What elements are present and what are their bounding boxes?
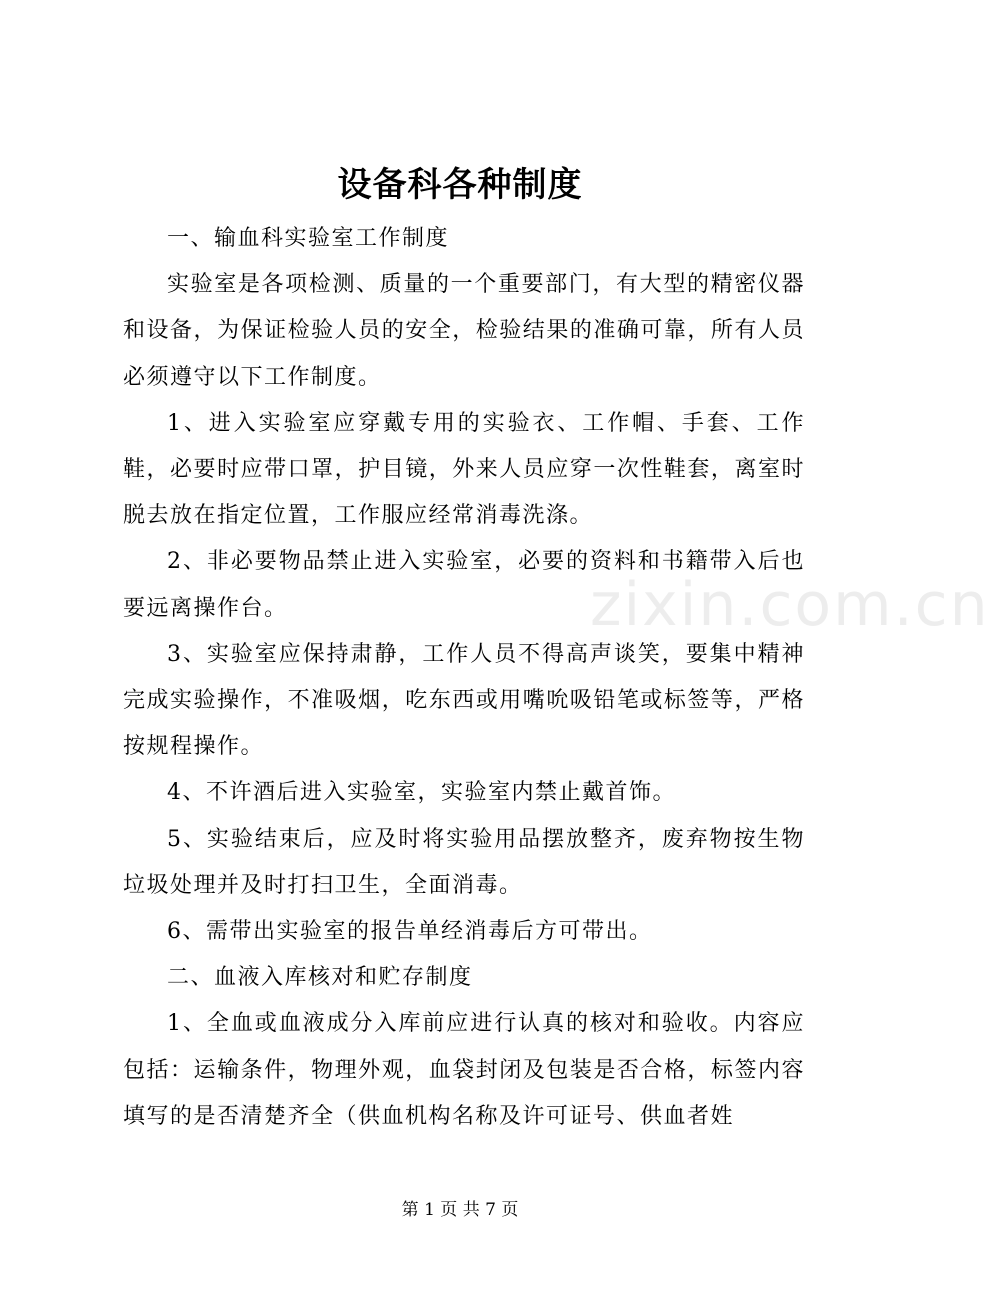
watermark: zixin.com.cn xyxy=(590,570,990,640)
rule-item-1: 1、进入实验室应穿戴专用的实验衣、工作帽、手套、工作鞋，必要时应带口罩，护目镜，外来人员应穿一次性鞋套，离室时脱去放在指定位置，工作服应经常消毒洗涤。 xyxy=(123,410,805,529)
rule-item-4: 4、不许酒后进入实验室，实验室内禁止戴首饰。 xyxy=(167,780,676,806)
page-footer: 第 1 页 共 7 页 xyxy=(401,1200,519,1220)
section-heading-2: 二、血液入库核对和贮存制度 xyxy=(167,965,473,991)
storage-rule-item-1: 1、全血或血液成分入库前应进行认真的核对和验收。内容应包括：运输条件，物理外观，血袋封闭及包装是否合格，标签内容填写的是否清楚齐全（供血机构名称及许可证号、供血者姓 xyxy=(123,1011,805,1129)
section-heading-1: 一、输血科实验室工作制度 xyxy=(167,226,450,251)
rule-item-6: 6、需带出实验室的报告单经消毒后方可带出。 xyxy=(167,919,653,945)
document-title: 设备科各种制度 xyxy=(337,165,583,205)
document-body xyxy=(123,216,805,1140)
rule-item-5: 5、实验结束后，应及时将实验用品摆放整齐，废弃物按生物垃圾处理并及时打扫卫生，全面消毒。 xyxy=(123,826,805,898)
rule-item-3: 3、实验室应保持肃静，工作人员不得高声谈笑，要集中精神完成实验操作，不准吸烟，吃东西或用嘴吮吸铅笔或标签等，严格按规程操作。 xyxy=(123,641,805,760)
rule-item-2: 2、非必要物品禁止进入实验室，必要的资料和书籍带入后也要远离操作台。 xyxy=(123,549,805,621)
intro-paragraph: 实验室是各项检测、质量的一个重要部门，有大型的精密仪器和设备，为保证检验人员的安全，检验结果的准确可靠，所有人员必须遵守以下工作制度。 xyxy=(123,272,805,390)
